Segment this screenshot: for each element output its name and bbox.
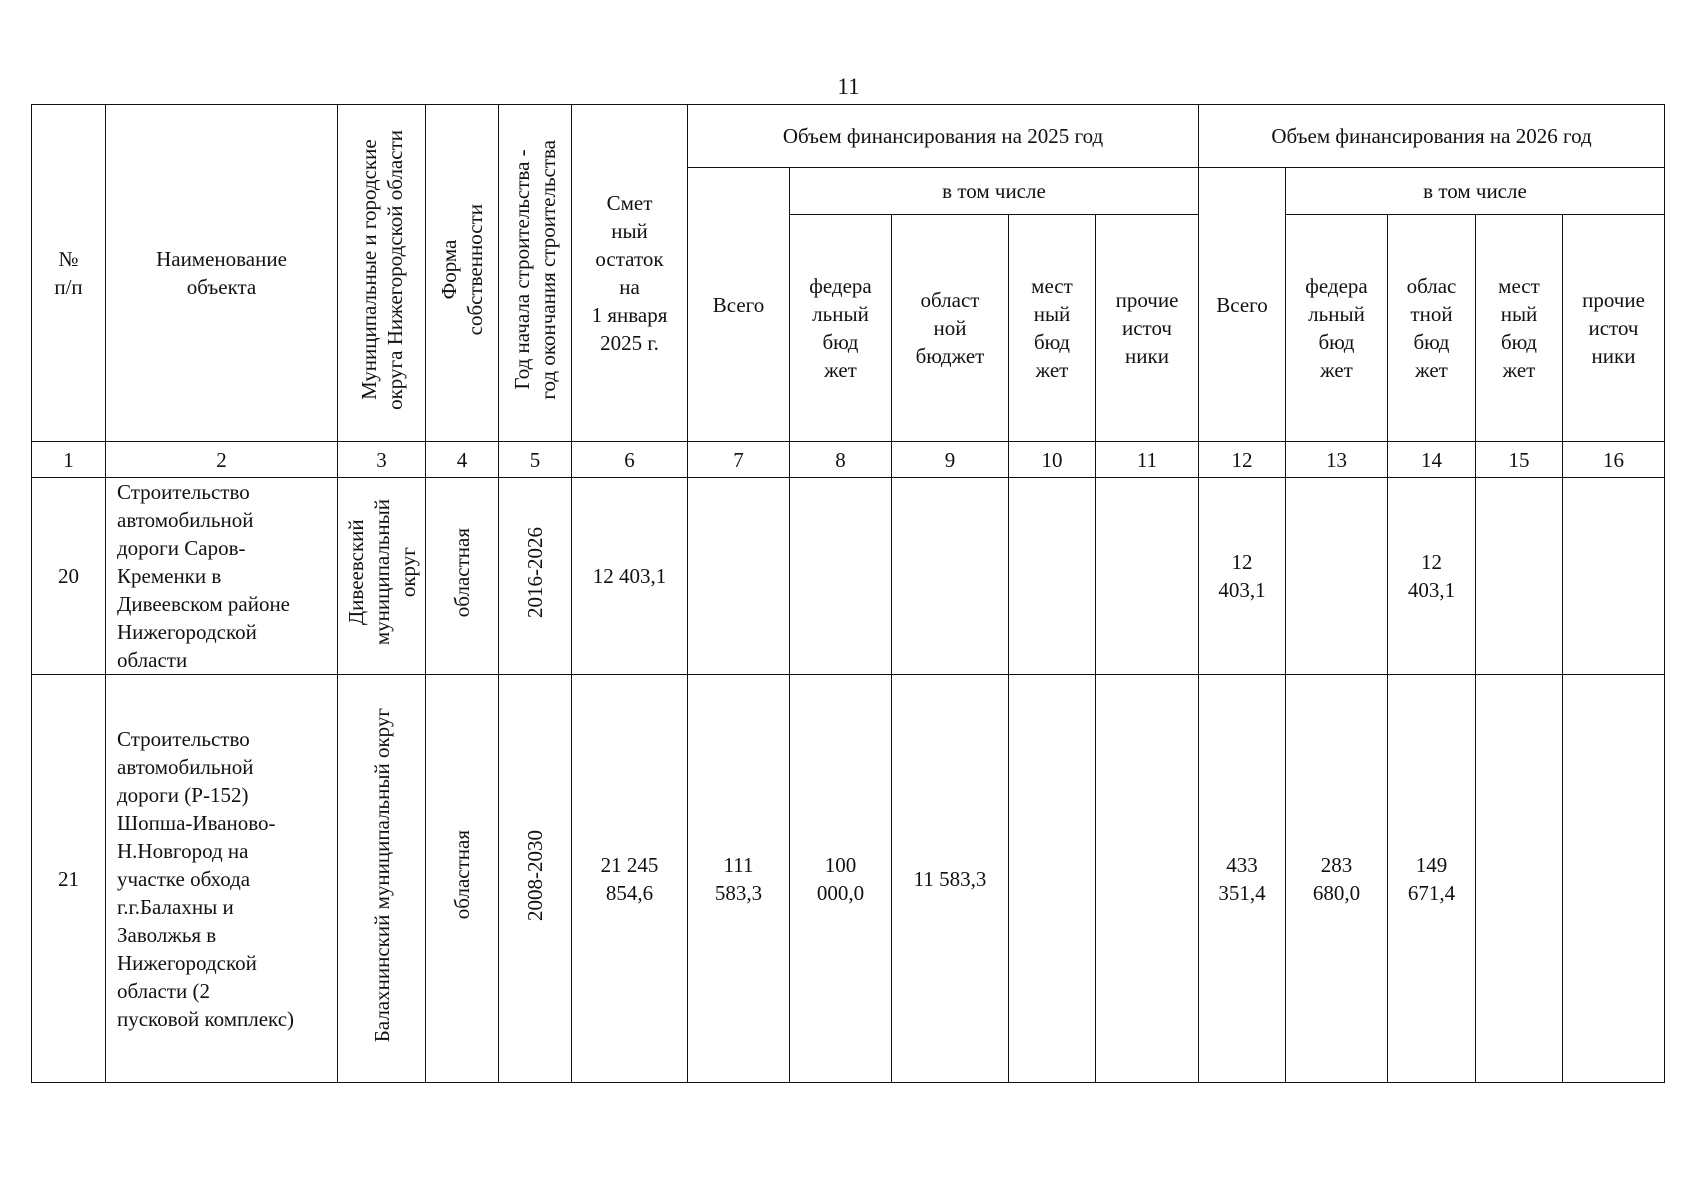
row-federal-2025 [790, 478, 892, 675]
row-federal-2026 [1286, 478, 1388, 675]
row-other-2026 [1563, 478, 1665, 675]
row-ownership: областная [426, 675, 499, 1083]
row-local-2025 [1009, 675, 1096, 1083]
row-ownership: областная [426, 478, 499, 675]
header-total-2026: Всего [1199, 168, 1286, 442]
header-name: Наименование объекта [106, 105, 338, 442]
header-federal-2025: федера льный бюд жет [790, 215, 892, 442]
column-numbers-row [32, 442, 1665, 478]
header-local-2025: мест ный бюд жет [1009, 215, 1096, 442]
row-federal-2025: 100 000,0 [790, 675, 892, 1083]
column-number: 16 [1563, 442, 1665, 478]
page-number: 11 [837, 74, 860, 99]
header-funding-2025: Объем финансирования на 2025 год [688, 105, 1199, 168]
row-total-2026: 12 403,1 [1199, 478, 1286, 675]
row-local-2026 [1476, 478, 1563, 675]
row-other-2025 [1096, 675, 1199, 1083]
table-row [32, 675, 1665, 1083]
row-other-2025 [1096, 478, 1199, 675]
header-federal-2026: федера льный бюд жет [1286, 215, 1388, 442]
row-regional-2025 [892, 478, 1009, 675]
column-number: 12 [1199, 442, 1286, 478]
header-including-2025: в том числе [790, 168, 1199, 215]
column-number: 3 [338, 442, 426, 478]
column-number: 9 [892, 442, 1009, 478]
row-remainder: 12 403,1 [572, 478, 688, 675]
row-years: 2016-2026 [499, 478, 572, 675]
row-total-2025: 111 583,3 [688, 675, 790, 1083]
row-regional-2025: 11 583,3 [892, 675, 1009, 1083]
header-row-1 [32, 105, 1665, 168]
row-name: Строительство автомобильной дороги (Р-152) Шопша-Иваново- Н.Новгород на участке обхода г.г.Балахны и Заволжья в Нижегородской области (2 пусковой комплекс) [106, 675, 338, 1083]
row-municipality: Дивеевский муниципальный округ [338, 478, 426, 675]
header-other-2026: прочие источ ники [1563, 215, 1665, 442]
header-local-2026: мест ный бюд жет [1476, 215, 1563, 442]
row-other-2026 [1563, 675, 1665, 1083]
row-name: Строительство автомобильной дороги Саров- Кременки в Дивеевском районе Нижегородской области [106, 478, 338, 675]
column-number: 7 [688, 442, 790, 478]
header-ownership: Форма собственности [426, 105, 499, 442]
column-number: 13 [1286, 442, 1388, 478]
column-number: 15 [1476, 442, 1563, 478]
row-regional-2026: 12 403,1 [1388, 478, 1476, 675]
column-number: 1 [32, 442, 106, 478]
column-number: 4 [426, 442, 499, 478]
header-including-2026: в том числе [1286, 168, 1665, 215]
column-number: 6 [572, 442, 688, 478]
row-total-2025 [688, 478, 790, 675]
row-no: 20 [32, 478, 106, 675]
header-remainder: Смет ный остаток на 1 января 2025 г. [572, 105, 688, 442]
header-years: Год начала строительства - год окончания строительства [499, 105, 572, 442]
row-municipality: Балахнинский муниципальный округ [338, 675, 426, 1083]
row-no: 21 [32, 675, 106, 1083]
column-number: 10 [1009, 442, 1096, 478]
row-total-2026: 433 351,4 [1199, 675, 1286, 1083]
header-no: № п/п [32, 105, 106, 442]
column-number: 11 [1096, 442, 1199, 478]
row-federal-2026: 283 680,0 [1286, 675, 1388, 1083]
row-years: 2008-2030 [499, 675, 572, 1083]
column-number: 2 [106, 442, 338, 478]
column-number: 8 [790, 442, 892, 478]
row-local-2025 [1009, 478, 1096, 675]
column-number: 5 [499, 442, 572, 478]
row-remainder: 21 245 854,6 [572, 675, 688, 1083]
header-municipality: Муниципальные и городские округа Нижегородской области [338, 105, 426, 442]
column-number: 14 [1388, 442, 1476, 478]
row-regional-2026: 149 671,4 [1388, 675, 1476, 1083]
header-funding-2026: Объем финансирования на 2026 год [1199, 105, 1665, 168]
row-local-2026 [1476, 675, 1563, 1083]
header-regional-2026: облас тной бюд жет [1388, 215, 1476, 442]
header-total-2025: Всего [688, 168, 790, 442]
funding-table [31, 104, 1665, 1083]
header-regional-2025: област ной бюджет [892, 215, 1009, 442]
table-row [32, 478, 1665, 675]
header-other-2025: прочие источ ники [1096, 215, 1199, 442]
